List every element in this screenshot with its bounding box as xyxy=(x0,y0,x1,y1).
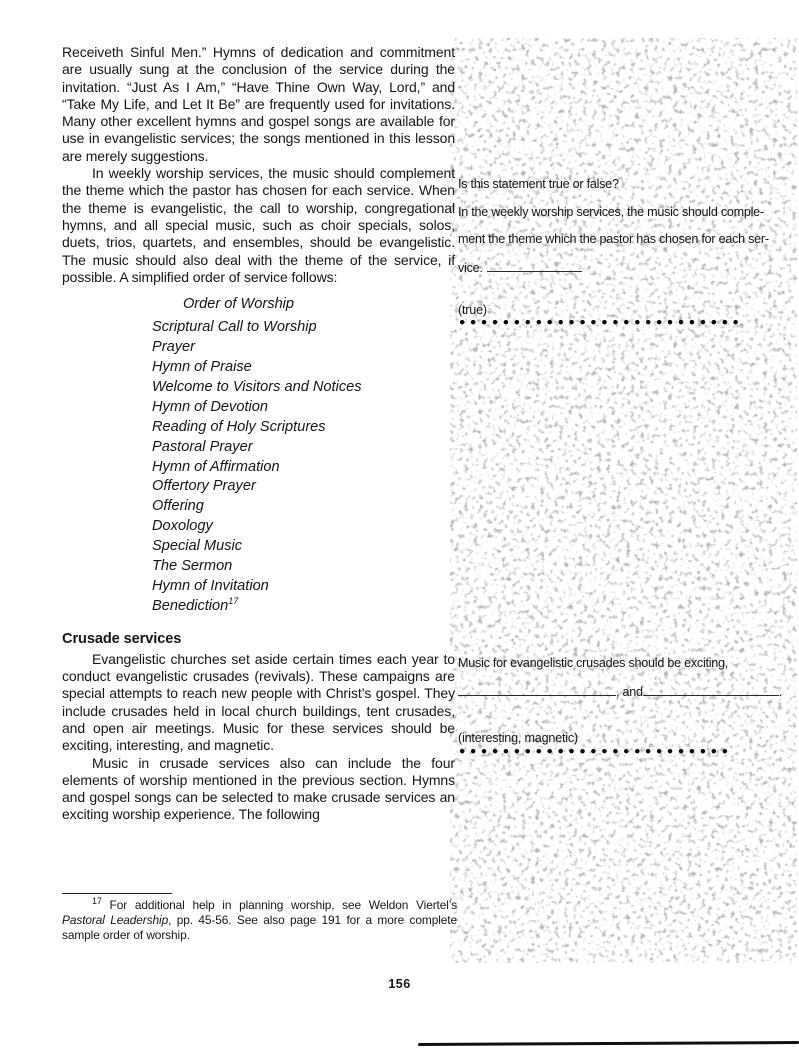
list-item: Hymn of Affirmation xyxy=(152,458,280,475)
list-item: Offertory Prayer xyxy=(152,478,256,495)
paragraph-evangelistic-crusades: Evangelistic churches set aside certain times each year to conduct evangelistic crusades (revivals). These campaigns are special attempts to reach new people with Christ’s gospel. They include crusades held in local church buildings, tent crusades, and open air meetings. Music for these services should be exciting, interesting, and magnetic. xyxy=(62,650,455,754)
paragraph-weekly-worship: In weekly worship services, the music should complement the theme which the pastor has chosen for each service. When the theme is evangelistic, the call to worship, congregational hymns, and all special music, such as choir specials, solos, duets, trios, quartets, and ensembles, should be evangelistic. The music should also deal with the theme of the service, if possible. A simplified order of service follows: xyxy=(62,165,455,285)
answer-2: (interesting, magnetic) xyxy=(458,731,578,745)
question-1-fill-text: vice. xyxy=(458,260,483,275)
question-2-line: Music for evangelistic crusades should be exciting, xyxy=(458,656,729,670)
footnote-text: , pp. 45-56. See also page 191 for a more complete sample order of worship. xyxy=(62,912,457,942)
list-item: Scriptural Call to Worship xyxy=(152,319,317,336)
list-item: Prayer xyxy=(152,339,195,356)
footnote-divider xyxy=(62,893,172,894)
list-item: The Sermon xyxy=(152,558,233,575)
question-1-prompt: Is this statement true or false? xyxy=(458,177,619,191)
answer-blank xyxy=(643,684,779,696)
dotted-separator: ●●●●●●●●●●●●●●●●●●●●●●●●● xyxy=(459,745,733,757)
list-item: Reading of Holy Scriptures xyxy=(152,418,326,435)
section-heading-crusade-services: Crusade services xyxy=(62,630,182,647)
order-of-worship-heading: Order of Worship xyxy=(182,296,295,313)
footnote xyxy=(62,898,457,943)
list-item-benediction xyxy=(152,597,455,617)
page-number: 156 xyxy=(388,977,411,991)
question-1-line: ment the theme which the pastor has chosen for each ser- xyxy=(458,232,769,246)
list-item: Welcome to Visitors and Notices xyxy=(152,378,362,395)
list-item: Doxology xyxy=(152,518,213,535)
paragraph-crusade-music: Music in crusade services also can include the four elements of worship mentioned in the previous section. Hymns and gospel songs can be selected to make crusade services an exciting worship experience. The following xyxy=(62,754,455,823)
list-item: Special Music xyxy=(152,538,243,555)
question-2-period: . xyxy=(778,684,783,699)
footnote-text: For additional help in planning worship, see Weldon Viertel’s xyxy=(101,898,457,912)
main-text-column xyxy=(62,44,455,824)
list-item: Hymn of Invitation xyxy=(152,577,269,594)
list-item: Hymn of Devotion xyxy=(152,398,268,415)
answer-1: (true) xyxy=(458,303,487,317)
answer-blank xyxy=(487,260,582,272)
dotted-separator: ●●●●●●●●●●●●●●●●●●●●●●●●●● xyxy=(459,316,744,328)
footnote-reference-17: 17 xyxy=(228,595,239,606)
order-of-worship-list xyxy=(152,318,455,617)
scan-artifact-line xyxy=(418,1041,799,1046)
footnote-marker: 17 xyxy=(92,896,102,907)
benediction-label: Benediction xyxy=(152,597,229,614)
paragraph-hymns-dedication: Receiveth Sinful Men.” Hymns of dedication and commitment are usually sung at the conclusion of the service during the invitation. “Just As I Am,” “Have Thine Own Way, Lord,” and “Take My Life, and Let It Be” are frequently used for invitations. Many other excellent hymns and gospel songs are available for use in evangelistic services; the songs mentioned in this lesson are merely suggestions. xyxy=(62,44,455,164)
question-block-2 xyxy=(458,656,796,711)
list-item: Pastoral Prayer xyxy=(152,438,253,455)
question-2-and: , and xyxy=(616,684,643,699)
footnote-book-title: Pastoral Leadership xyxy=(62,912,169,927)
question-1-line: In the weekly worship services, the music should comple- xyxy=(458,204,764,219)
answer-blank xyxy=(458,684,616,696)
question-2-fill-line xyxy=(458,684,796,712)
question-block-1 xyxy=(458,177,796,287)
list-item: Offering xyxy=(152,498,204,515)
question-1-fill-line xyxy=(458,260,796,288)
list-item: Hymn of Praise xyxy=(152,358,252,375)
